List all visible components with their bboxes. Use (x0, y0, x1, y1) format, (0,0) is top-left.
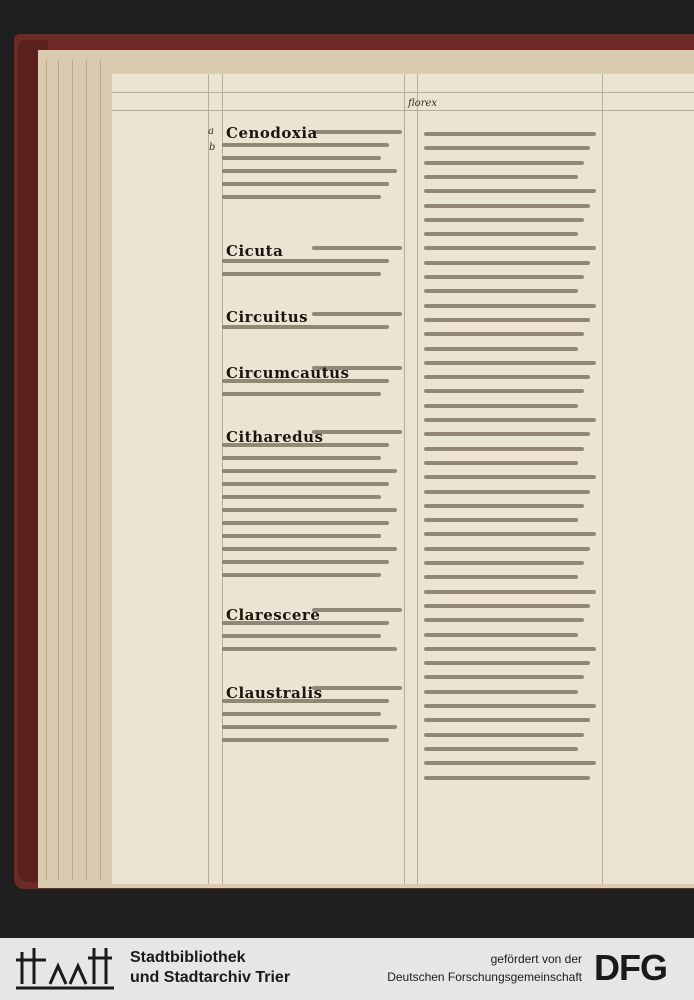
script-line (222, 647, 397, 651)
script-line (312, 130, 402, 134)
script-line (424, 561, 584, 565)
script-line (424, 690, 578, 694)
script-line (424, 332, 584, 336)
manuscript-page (112, 74, 694, 884)
script-line (424, 361, 596, 365)
script-line (424, 146, 590, 150)
script-line (424, 575, 578, 579)
script-line (424, 747, 578, 751)
script-line (222, 169, 397, 173)
script-line (424, 418, 596, 422)
script-line (222, 547, 397, 551)
script-line (222, 712, 381, 716)
script-line (424, 432, 590, 436)
script-line (424, 475, 596, 479)
script-line (424, 347, 578, 351)
headword-cenodoxia: Cenodoxia (226, 124, 318, 142)
script-line (312, 608, 402, 612)
trier-library-logo-icon (14, 944, 118, 994)
footer-bar (0, 938, 694, 1000)
funding-line1: gefördert von der (490, 952, 582, 966)
headword-clarescere: Clarescere (226, 606, 321, 624)
script-line (222, 634, 381, 638)
script-line (424, 132, 596, 136)
headword-citharedus: Citharedus (226, 428, 324, 446)
dfg-logo: DFG (594, 947, 667, 988)
headword-circuitus: Circuitus (226, 308, 309, 326)
script-line (222, 195, 381, 199)
script-line (424, 504, 584, 508)
script-line (424, 490, 590, 494)
script-line (424, 304, 596, 308)
margin-letter-b: b (209, 142, 216, 153)
script-line (222, 725, 397, 729)
script-line (312, 430, 402, 434)
script-line (424, 404, 578, 408)
headword-cicuta: Cicuta (226, 242, 284, 260)
script-line (424, 675, 584, 679)
script-line (424, 704, 596, 708)
script-line (424, 318, 590, 322)
script-line (424, 375, 590, 379)
script-line (424, 604, 590, 608)
script-line (424, 389, 584, 393)
script-line (424, 175, 578, 179)
script-line (222, 392, 381, 396)
script-line (312, 246, 402, 250)
script-line (424, 204, 590, 208)
script-line (222, 456, 381, 460)
script-line (424, 647, 596, 651)
script-line (424, 590, 596, 594)
script-line (424, 518, 578, 522)
script-line (222, 143, 389, 147)
script-line (424, 661, 590, 665)
script-line (424, 776, 590, 780)
script-line (222, 521, 389, 525)
margin-letter-a: a (208, 126, 214, 137)
script-line (424, 761, 596, 765)
script-line (312, 686, 402, 690)
script-line (424, 261, 590, 265)
script-line (424, 232, 578, 236)
script-line (424, 461, 578, 465)
script-line (424, 718, 590, 722)
script-line (222, 182, 389, 186)
library-name-line2: und Stadtarchiv Trier (130, 969, 291, 986)
page-header-word: florex (408, 98, 438, 109)
script-line (222, 469, 397, 473)
script-line (222, 738, 389, 742)
script-line (222, 495, 381, 499)
script-line (424, 289, 578, 293)
script-line (424, 547, 590, 551)
script-line (424, 733, 584, 737)
script-line (222, 272, 381, 276)
funding-line2: Deutschen Forschungsgemeinschaft (387, 970, 582, 984)
headword-circumcautus: Circumcautus (226, 364, 350, 382)
script-line (424, 447, 584, 451)
script-line (222, 560, 389, 564)
script-line (424, 189, 596, 193)
script-line (222, 573, 381, 577)
script-line (424, 275, 584, 279)
script-line (222, 482, 389, 486)
script-line (222, 508, 397, 512)
script-line (424, 246, 596, 250)
script-line (312, 312, 402, 316)
script-line (222, 534, 381, 538)
script-line (424, 633, 578, 637)
script-line (222, 156, 381, 160)
script-line (424, 618, 584, 622)
script-line (424, 161, 584, 165)
library-name-line1: Stadtbibliothek (130, 949, 246, 966)
script-line (424, 218, 584, 222)
script-line (424, 532, 596, 536)
headword-claustralis: Claustralis (226, 684, 323, 702)
